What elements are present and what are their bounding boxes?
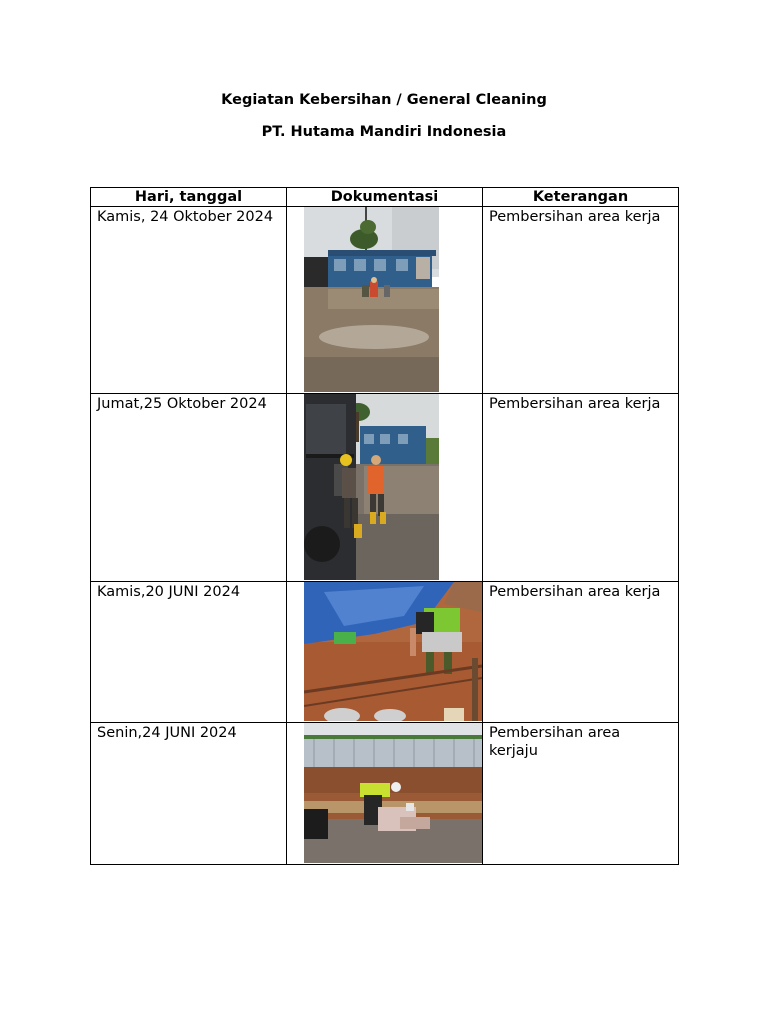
site-photo-4 xyxy=(304,723,482,863)
documentation-cell xyxy=(287,394,483,582)
description-cell: Pembersihan area kerja xyxy=(483,207,679,394)
documentation-cell xyxy=(287,723,483,865)
description-cell: Pembersihan area kerja xyxy=(483,582,679,723)
date-cell: Kamis, 24 Oktober 2024 xyxy=(91,207,287,394)
table-row xyxy=(91,207,679,394)
documentation-cell xyxy=(287,582,483,723)
site-photo-2 xyxy=(304,394,439,580)
date-cell: Jumat,25 Oktober 2024 xyxy=(91,394,287,582)
column-header-date: Hari, tanggal xyxy=(91,188,287,207)
document-title: Kegiatan Kebersihan / General Cleaning xyxy=(221,92,547,108)
table-row xyxy=(91,582,679,723)
company-name: PT. Hutama Mandiri Indonesia xyxy=(261,124,507,140)
column-header-description: Keterangan xyxy=(483,188,679,207)
site-photo-3 xyxy=(304,582,482,721)
table-row xyxy=(91,723,679,865)
site-photo-1 xyxy=(304,207,439,392)
cleaning-log-table xyxy=(90,187,679,865)
date-cell: Kamis,20 JUNI 2024 xyxy=(91,582,287,723)
column-header-documentation: Dokumentasi xyxy=(287,188,483,207)
description-cell: Pembersihan area kerjaju xyxy=(483,723,679,865)
table-row xyxy=(91,394,679,582)
date-cell: Senin,24 JUNI 2024 xyxy=(91,723,287,865)
table-header-row xyxy=(91,188,679,207)
description-cell: Pembersihan area kerja xyxy=(483,394,679,582)
documentation-cell xyxy=(287,207,483,394)
